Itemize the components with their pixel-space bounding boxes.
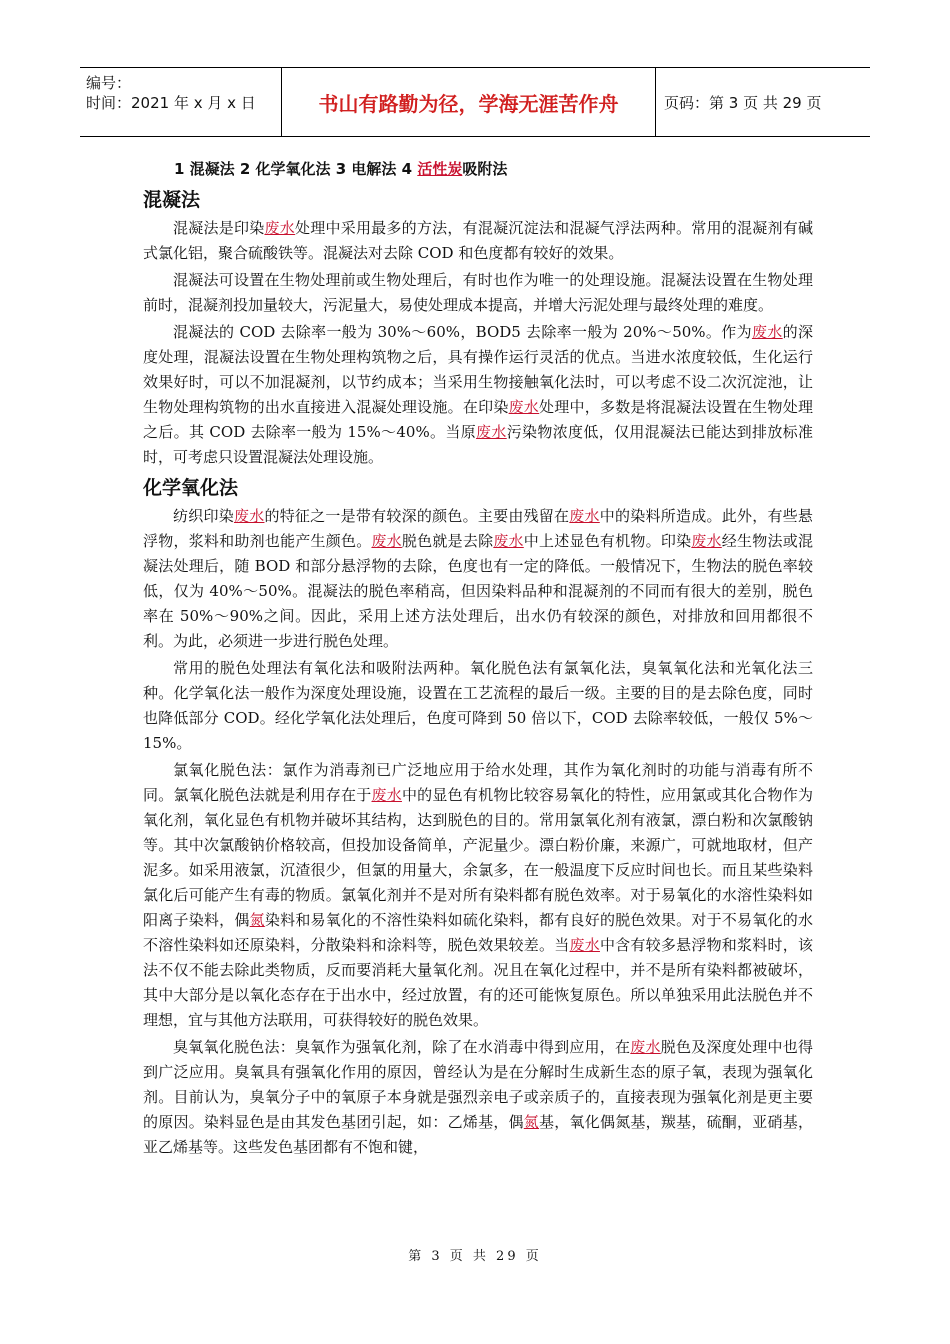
keyword-link[interactable]: 氮 [249,911,265,929]
document-date: 时间：2021 年 x 月 x 日 [86,94,256,112]
paragraph-text: 处理中采用最多的方法，有混凝沉淀法和混凝气浮法两种。常用的混凝剂有碱式氯化铝，聚合硫酸铁等。混凝法对去除 COD 和色度都有较好的效果。 [143,219,813,262]
method-list [174,154,813,184]
page-footer: 第 3 页 共 29 页 [408,1249,542,1264]
section-heading: 混凝法 [143,189,201,211]
paragraph-text: 脱色就是去除 [401,532,494,550]
keyword-link[interactable]: 氮 [523,1113,540,1131]
keyword-link[interactable]: 废水 [371,786,402,804]
header-motto: 书山有路勤为径，学海无涯苦作舟 [282,68,656,136]
keyword-link[interactable]: 废水 [569,507,600,525]
method-list-suffix: 吸附法 [462,160,508,178]
paragraph-text: 处理中，多数是将混凝法设置在生物处理之后。其 COD 去除率一般为 15%～40%。当原 [143,398,813,441]
sections-container [143,184,813,1160]
keyword-link[interactable]: 废水 [569,936,600,954]
paragraph-text: 的深度处理，混凝法设置在生物处理构筑物之后，具有操作运行灵活的优点。当进水浓度较低，生化运行效果好时，可以不加混凝剂，以节约成本；当采用生物接触氧化法时，可以考虑不设二次沉淀池，让生物处理构筑物的出水直接进入混凝处理设施。在印染 [143,323,813,416]
paragraph-text: 臭氧氧化脱色法：臭氧作为强氧化剂，除了在水消毒中得到应用，在 [173,1038,631,1056]
paragraph-text: 基，氧化偶氮基，羰基，硫酮，亚硝基，亚乙烯基等。这些发色基团都有不饱和键， [143,1113,813,1156]
section-heading: 化学氧化法 [143,477,239,499]
paragraph-text: 混凝法可设置在生物处理前或生物处理后，有时也作为唯一的处理设施。混凝法设置在生物处理前时，混凝剂投加量较大，污泥量大，易使处理成本提高，并增大污泥处理与最终处理的难度。 [143,271,813,314]
keyword-link[interactable]: 废水 [751,323,783,341]
keyword-link[interactable]: 废水 [371,532,402,550]
paragraph-text: 中的显色有机物比较容易氧化的特性，应用氯或其化合物作为氧化剂，氧化显色有机物并破坏其结构，达到脱色的目的。常用氯氧化剂有液氯，漂白粉和次氯酸钠等。其中次氯酸钠价格较高，但投加设备简单，产泥量少。漂白粉价廉，来源广，可就地取材，但产泥多。如采用液氯，沉渣很少，但氯的用量大，余氯多，在一般温度下反应时间也长。而且某些染料氯化后可能产生有毒的物质。氯氧化剂并不是对所有染料都有脱色效率。对于易氧化的水溶性染料如阳离子染料，偶 [143,786,813,929]
keyword-link[interactable]: 废水 [476,423,507,441]
paragraph-text: 中的染料所造成。此外，有些悬浮物，浆料和助剂也能产生颜色。 [143,507,813,550]
paragraph-text: 经生物法或混凝法处理后，随 BOD 和部分悬浮物的去除，色度也有一定的降低。一般情况下，生物法的脱色率较低，仅为 40%～50%。混凝法的脱色率稍高，但因染料品种和混凝剂的不同而有很大的差别，脱色率在 50%～90%之间。因此，采用上述方法处理后，出水仍有较深的颜色，对排放和回用都很不利。为此，必须进一步进行脱色处理。 [143,532,813,650]
keyword-link[interactable]: 废水 [691,532,722,550]
paragraph-text: 中上述显色有机物。印染 [523,532,692,550]
body-paragraph [143,216,813,266]
page-header [80,67,870,137]
keyword-link[interactable]: 废水 [493,532,524,550]
body-paragraph [143,1035,813,1160]
keyword-link[interactable]: 废水 [508,398,540,416]
paragraph-text: 混凝法是印染 [173,219,265,237]
paragraph-text: 的特征之一是带有较深的颜色。主要由残留在 [264,507,570,525]
paragraph-text: 染料和易氧化的不溶性染料如硫化染料，都有良好的脱色效果。对于不易氧化的水不溶性染料如还原染料，分散染料和涂料等，脱色效果较差。当 [143,911,813,954]
header-meta [80,68,282,136]
paragraph-text: 污染物浓度低，仅用混凝法已能达到排放标准时，可考虑只设置混凝法处理设施。 [143,423,813,466]
document-number-label: 编号： [86,74,132,92]
body-paragraph [143,758,813,1033]
paragraph-text: 脱色及深度处理中也得到广泛应用。臭氧具有强氧化作用的原因，曾经认为是在分解时生成新生态的原子氧，表现为强氧化剂。目前认为，臭氧分子中的氧原子本身就是强烈亲电子或亲质子的，直接表现为强氧化剂是更主要的原因。染料显色是由其发色基团引起，如：乙烯基，偶 [143,1038,813,1131]
paragraph-text: 中含有较多悬浮物和浆料时，该法不仅不能去除此类物质，反而要消耗大量氧化剂。况且在氧化过程中，并不是所有染料都被破坏，其中大部分是以氧化态存在于出水中，经过放置，有的还可能恢复原色。所以单独采用此法脱色并不理想，宜与其他方法联用，可获得较好的脱色效果。 [143,936,813,1029]
paragraph-text: 常用的脱色处理法有氧化法和吸附法两种。氧化脱色法有氯氧化法，臭氧氧化法和光氧化法三种。化学氧化法一般作为深度处理设施，设置在工艺流程的最后一级。主要的目的是去除色度，同时也降低部分 COD。经化学氧化法处理后，色度可降到 50 倍以下，COD 去除率较低，一般仅 5%～15%。 [143,659,813,752]
body-paragraph [143,504,813,654]
keyword-link[interactable]: 废水 [264,219,295,237]
method-list-link[interactable]: 活性炭 [417,160,463,178]
paragraph-text: 混凝法的 COD 去除率一般为 30%～60%，BOD5 去除率一般为 20%～50%。作为 [173,323,752,341]
keyword-link[interactable]: 废水 [233,507,265,525]
paragraph-text: 纺织印染 [173,507,234,525]
header-page-info: 页码：第 3 页 共 29 页 [664,93,822,112]
document-body [143,154,813,1162]
paragraph-text: 氯氧化脱色法：氯作为消毒剂已广泛地应用于给水处理，其作为氧化剂时的功能与消毒有所不同。氯氧化脱色法就是利用存在于 [143,761,813,804]
keyword-link[interactable]: 废水 [630,1038,661,1056]
body-paragraph [143,656,813,756]
body-paragraph [143,320,813,470]
body-paragraph [143,268,813,318]
method-list-text: 1 混凝法 2 化学氧化法 3 电解法 4 [174,160,418,178]
